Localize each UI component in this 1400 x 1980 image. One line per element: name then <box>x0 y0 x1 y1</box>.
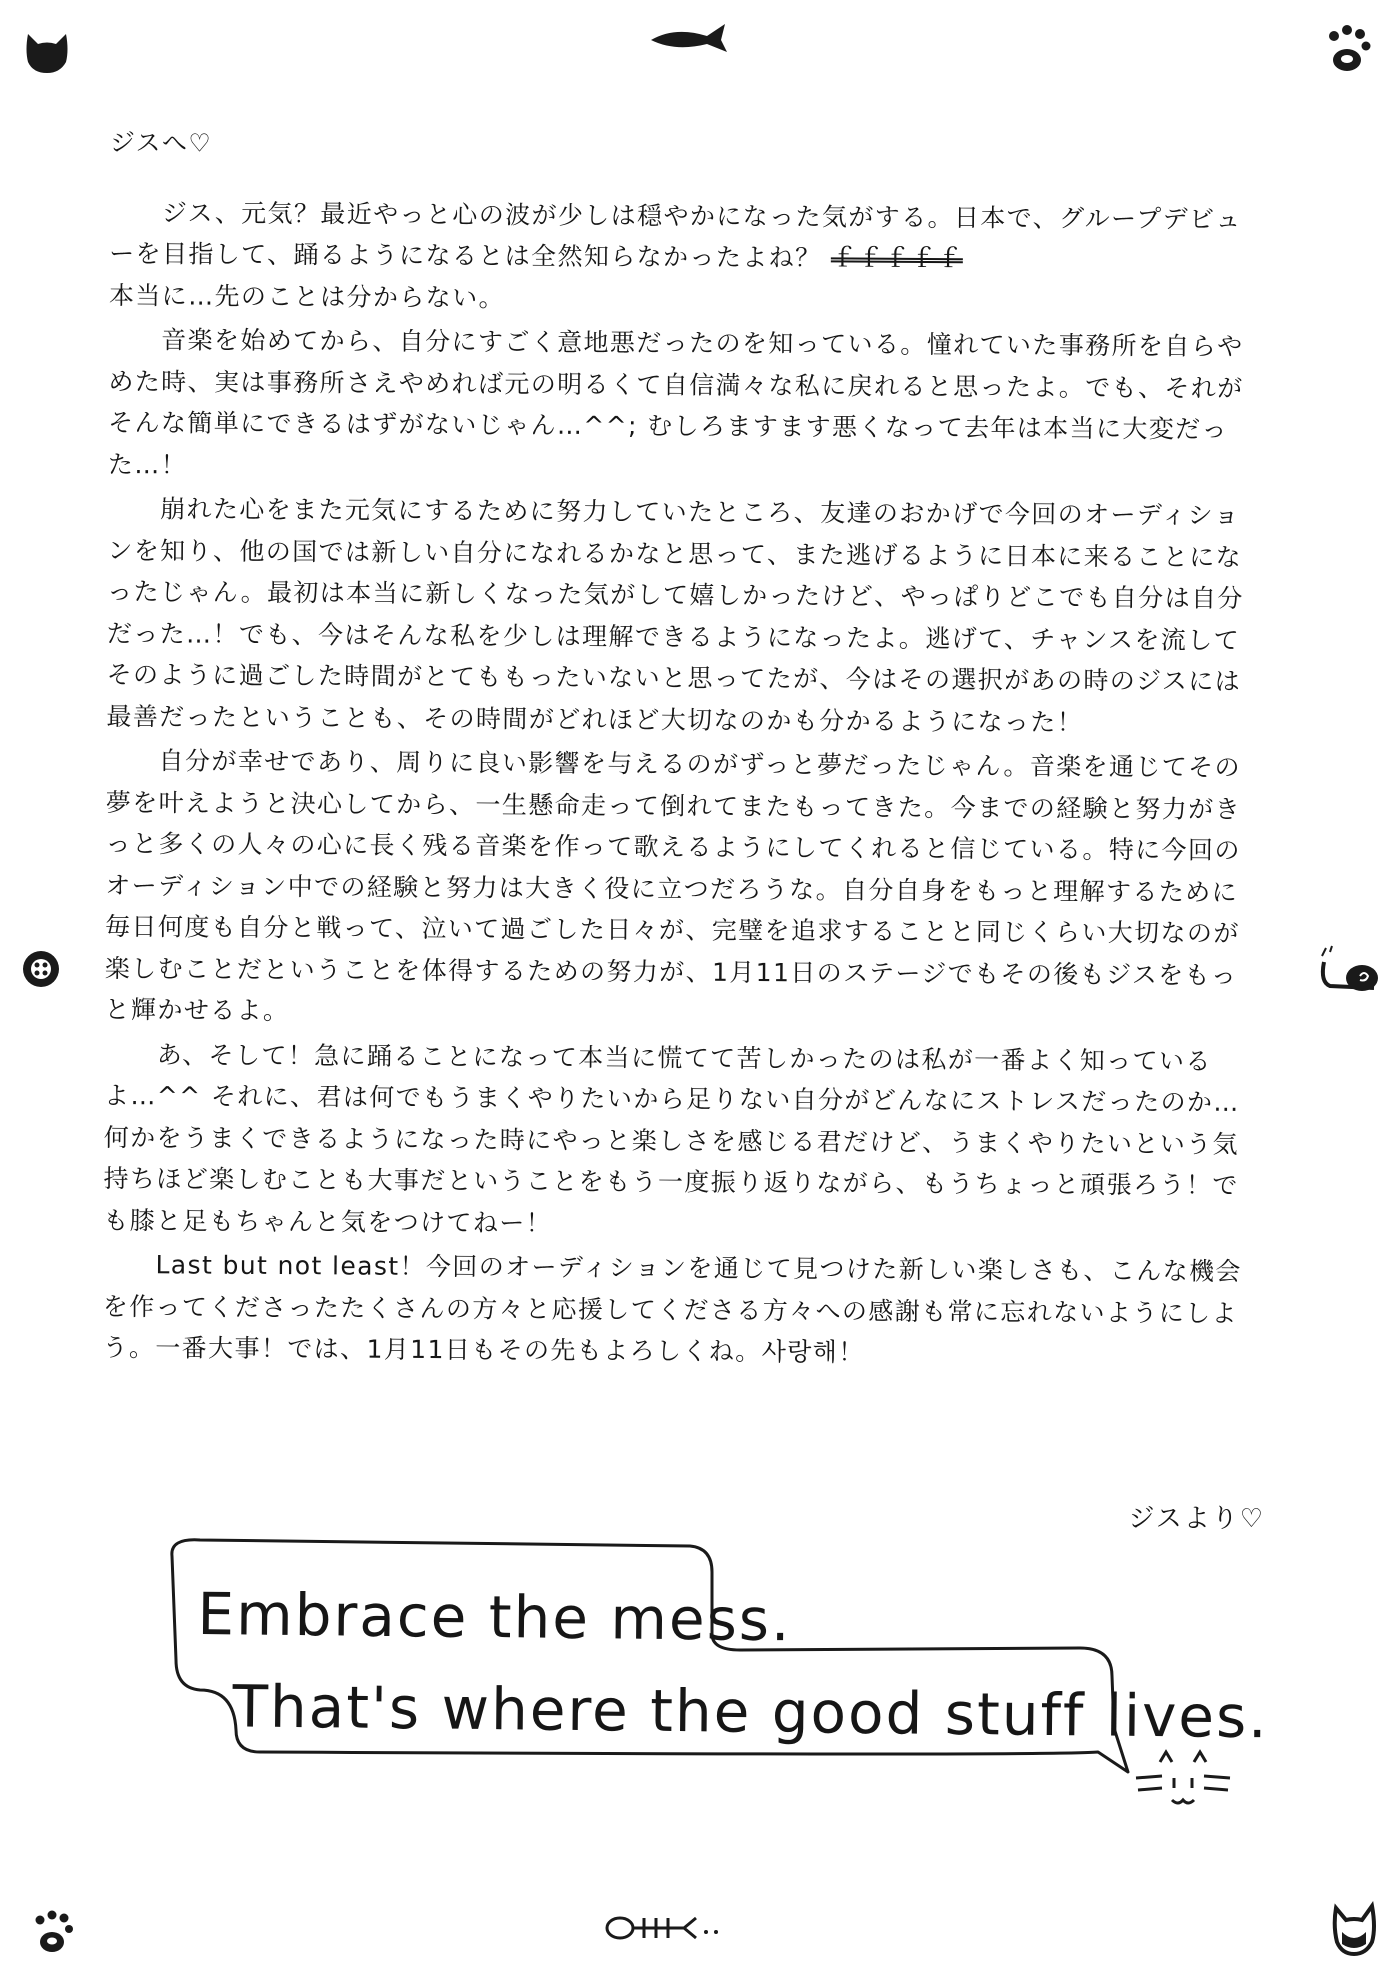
quote <box>196 1568 1270 1762</box>
paw-print-icon <box>1320 22 1378 80</box>
quote-line-1: Embrace the mess. <box>197 1579 792 1655</box>
paragraph-text: ジス、元気？最近やっと心の波が少しは穏やかになった気がする。日本で、グループデビューを目指して、踊るようになるとは全然知らなかったよね？ <box>109 197 1242 273</box>
quote-line-2: That's where the good stuff lives. <box>232 1672 1270 1752</box>
paw-print-icon <box>28 1908 78 1958</box>
paragraph-text: 本当に…先のことは分からない。 <box>108 280 506 312</box>
cat-head-icon <box>22 30 72 76</box>
letter-paragraph: Last but not least！今回のオーディションを通じて見つけた新しい楽しさも、こんな機会を作ってくださったたくさんの方々と応援してくださる方々への感謝も常に忘れないようにしよう。一番大事！では、1月11日もその先もよろしくね。사랑해！ <box>102 1250 1242 1367</box>
letter-paragraph: 自分が幸せであり、周りに良い影響を与えるのがずっと夢だったじゃん。音楽を通じてその夢を叶えようと決心してから、一生懸命走って倒れてまたもってきた。今までの経験と努力がきっと多くの人々の心に長く残る音楽を作って歌えるようにしてくれると信じている。特に今回のオーディション中での経験と努力は大きく役に立つだろうな。自分自身をもっと理解するために毎日何度も自分と戦って、泣いて過ごした日々が、完璧を追求することと同じくらい大切なのが楽しむことだということを体得するための努力が、1月11日のステージでもその後もジスをもっと輝かせるよ。 <box>104 746 1242 1026</box>
letter-paragraph: 音楽を始めてから、自分にすごく意地悪だったのを知っている。憧れていた事務所を自らやめた時、実は事務所さえやめれば元の明るくて自信満々な私に戻れると思ったよ。でも、それがそんな簡単にできるはずがないじゃん…^^; むしろますます悪くなって去年は本当に大変だった…！ <box>107 325 1244 479</box>
button-icon <box>20 948 62 990</box>
letter-paragraph <box>109 191 1260 323</box>
letter-greeting: ジスへ♡ <box>109 127 213 158</box>
fish-bones-icon <box>600 1908 730 1948</box>
cat-head-icon <box>1330 1898 1378 1958</box>
crossed-out-text: ｆｆｆｆｆ <box>830 243 963 274</box>
letter-paragraph: 崩れた心をまた元気にするために努力していたところ、友達のおかげで今回のオーディションを知り、他の国では新しい自分になれるかなと思って、また逃げるように日本に来ることになったじゃん。最初は本当に新しくなった気がして嬉しかったけど、やっぱりどこでも自分は自分だった…！でも、今はそんな私を少しは理解できるようになったよ。逃げて、チャンスを流してそのように過ごした時間がとてももったいないと思ってたが、今はその選択があの時のジスには最善だったということも、その時間がどれほど大切なのかも分かるようになった！ <box>106 494 1244 737</box>
letter-signature: ジスより♡ <box>1128 1504 1265 1534</box>
fish-icon <box>645 18 735 58</box>
snail-icon <box>1316 942 1388 1004</box>
letter-body <box>102 122 1260 1379</box>
letter-paragraph: あ、そして！急に踊ることになって本当に慌てて苦しかったのは私が一番よく知っているよ…^^ それに、君は何でもうまくやりたいから足りない自分がどんなにストレスだったのか…何かをうまくできるようになった時にやっと楽しさを感じる君だけど、うまくやりたいという気持ちほど楽しむことも大事だということをもう一度振り返りながら、もうちょっと頑張ろう！でも膝と足もちゃんと気をつけてねー！ <box>103 1039 1240 1238</box>
